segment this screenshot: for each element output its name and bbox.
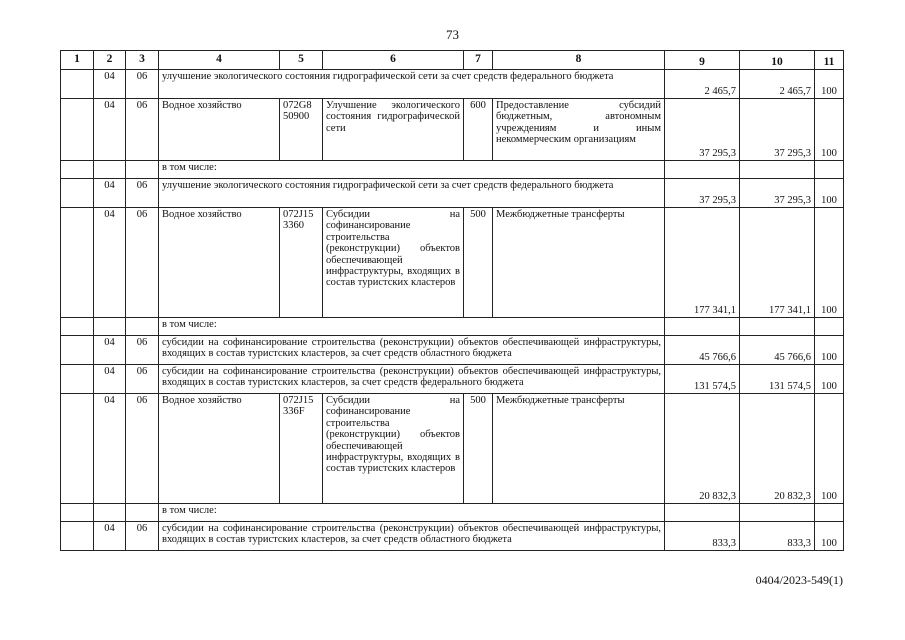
- amount-fact-cell: [740, 161, 815, 179]
- target-article-cell: 072J15 336F: [280, 394, 323, 504]
- amount-fact-cell: [740, 504, 815, 522]
- amount-plan-cell: 45 766,6: [665, 336, 740, 365]
- subsection-code-cell: 06: [126, 70, 159, 99]
- row-number-cell: [61, 394, 94, 504]
- header-cell: 11: [815, 51, 844, 70]
- description-cell: субсидии на софинансирование строительства (реконструкции) объектов обеспечивающей инфраструктуры, входящих в состав туристских кластеров, за счет средств областного бюджета: [159, 522, 665, 551]
- header-cell: 3: [126, 51, 159, 70]
- table-row: [61, 318, 844, 336]
- percent-cell: 100: [815, 179, 844, 208]
- amount-plan-cell: 37 295,3: [665, 179, 740, 208]
- percent-cell: 100: [815, 365, 844, 394]
- row-number-cell: [61, 365, 94, 394]
- section-code-cell: 04: [94, 365, 126, 394]
- subsection-code-cell: 06: [126, 365, 159, 394]
- description-cell: субсидии на софинансирование строительства (реконструкции) объектов обеспечивающей инфраструктуры, входящих в состав туристских кластеров, за счет средств федерального бюджета: [159, 365, 665, 394]
- target-article-cell: 072J15 3360: [280, 208, 323, 318]
- subsection-code-cell: 06: [126, 336, 159, 365]
- row-number-cell: [61, 336, 94, 365]
- table-row: [61, 365, 844, 394]
- amount-fact-cell: 37 295,3: [740, 179, 815, 208]
- subsection-code-cell: [126, 161, 159, 179]
- percent-cell: [815, 161, 844, 179]
- table-row: [61, 208, 844, 318]
- section-code-cell: 04: [94, 336, 126, 365]
- amount-plan-cell: [665, 504, 740, 522]
- row-number-cell: [61, 70, 94, 99]
- document-code: 0404/2023-549(1): [755, 573, 843, 587]
- page-number: 73: [446, 27, 459, 42]
- amount-plan-cell: 177 341,1: [665, 208, 740, 318]
- percent-cell: 100: [815, 522, 844, 551]
- including-label-cell: в том числе:: [159, 318, 665, 336]
- budget-table: [60, 50, 844, 551]
- header-cell: 10: [740, 51, 815, 70]
- percent-cell: 100: [815, 70, 844, 99]
- table-row: [61, 179, 844, 208]
- amount-fact-cell: 833,3: [740, 522, 815, 551]
- table-row: [61, 99, 844, 161]
- subsection-code-cell: 06: [126, 394, 159, 504]
- program-name-cell: Водное хозяйство: [159, 394, 280, 504]
- amount-fact-cell: [740, 318, 815, 336]
- description-cell: улучшение экологического состояния гидрографической сети за счет средств федерального бюджета: [159, 179, 665, 208]
- target-article-name-cell: Субсидии на софинансирование строительства (реконструкции) объектов обеспечивающей инфраструктуры, входящих в состав туристских кластеров: [323, 394, 464, 504]
- subsection-code-cell: [126, 318, 159, 336]
- amount-plan-cell: 37 295,3: [665, 99, 740, 161]
- program-name-cell: Водное хозяйство: [159, 208, 280, 318]
- table-row: [61, 522, 844, 551]
- section-code-cell: 04: [94, 179, 126, 208]
- percent-cell: 100: [815, 99, 844, 161]
- row-number-cell: [61, 318, 94, 336]
- amount-plan-cell: 20 832,3: [665, 394, 740, 504]
- header-cell: 8: [493, 51, 665, 70]
- amount-plan-cell: [665, 318, 740, 336]
- row-number-cell: [61, 504, 94, 522]
- expense-type-name-cell: Межбюджетные трансферты: [493, 394, 665, 504]
- expense-type-name-cell: Межбюджетные трансферты: [493, 208, 665, 318]
- table-row: [61, 70, 844, 99]
- subsection-code-cell: 06: [126, 179, 159, 208]
- header-cell: 2: [94, 51, 126, 70]
- amount-plan-cell: 131 574,5: [665, 365, 740, 394]
- target-article-cell: 072G8 50900: [280, 99, 323, 161]
- subsection-code-cell: 06: [126, 522, 159, 551]
- row-number-cell: [61, 161, 94, 179]
- table-row: [61, 336, 844, 365]
- header-row: [61, 51, 844, 70]
- amount-plan-cell: 2 465,7: [665, 70, 740, 99]
- amount-plan-cell: [665, 161, 740, 179]
- row-number-cell: [61, 99, 94, 161]
- table-body: [61, 51, 844, 551]
- header-cell: 9: [665, 51, 740, 70]
- amount-fact-cell: 177 341,1: [740, 208, 815, 318]
- expense-type-cell: 500: [464, 208, 493, 318]
- row-number-cell: [61, 179, 94, 208]
- amount-fact-cell: 20 832,3: [740, 394, 815, 504]
- percent-cell: [815, 318, 844, 336]
- target-article-name-cell: Улучшение экологического состояния гидрографической сети: [323, 99, 464, 161]
- header-cell: 1: [61, 51, 94, 70]
- row-number-cell: [61, 208, 94, 318]
- row-number-cell: [61, 522, 94, 551]
- table-row: [61, 161, 844, 179]
- amount-plan-cell: 833,3: [665, 522, 740, 551]
- description-cell: улучшение экологического состояния гидрографической сети за счет средств федерального бюджета: [159, 70, 665, 99]
- expense-type-cell: 500: [464, 394, 493, 504]
- percent-cell: 100: [815, 208, 844, 318]
- including-label-cell: в том числе:: [159, 504, 665, 522]
- section-code-cell: [94, 504, 126, 522]
- target-article-name-cell: Субсидии на софинансирование строительства (реконструкции) объектов обеспечивающей инфраструктуры, входящих в состав туристских кластеров: [323, 208, 464, 318]
- percent-cell: [815, 504, 844, 522]
- percent-cell: 100: [815, 394, 844, 504]
- description-cell: субсидии на софинансирование строительства (реконструкции) объектов обеспечивающей инфраструктуры, входящих в состав туристских кластеров, за счет средств областного бюджета: [159, 336, 665, 365]
- amount-fact-cell: 131 574,5: [740, 365, 815, 394]
- section-code-cell: 04: [94, 394, 126, 504]
- header-cell: 5: [280, 51, 323, 70]
- header-cell: 4: [159, 51, 280, 70]
- subsection-code-cell: [126, 504, 159, 522]
- section-code-cell: 04: [94, 70, 126, 99]
- subsection-code-cell: 06: [126, 99, 159, 161]
- expense-type-cell: 600: [464, 99, 493, 161]
- section-code-cell: 04: [94, 522, 126, 551]
- subsection-code-cell: 06: [126, 208, 159, 318]
- program-name-cell: Водное хозяйство: [159, 99, 280, 161]
- expense-type-name-cell: Предоставление субсидий бюджетным, автономным учреждениям и иным некоммерческим организациям: [493, 99, 665, 161]
- including-label-cell: в том числе:: [159, 161, 665, 179]
- section-code-cell: [94, 318, 126, 336]
- amount-fact-cell: 45 766,6: [740, 336, 815, 365]
- header-cell: 6: [323, 51, 464, 70]
- section-code-cell: 04: [94, 208, 126, 318]
- section-code-cell: 04: [94, 99, 126, 161]
- section-code-cell: [94, 161, 126, 179]
- amount-fact-cell: 37 295,3: [740, 99, 815, 161]
- header-cell: 7: [464, 51, 493, 70]
- amount-fact-cell: 2 465,7: [740, 70, 815, 99]
- table-row: [61, 394, 844, 504]
- percent-cell: 100: [815, 336, 844, 365]
- table-row: [61, 504, 844, 522]
